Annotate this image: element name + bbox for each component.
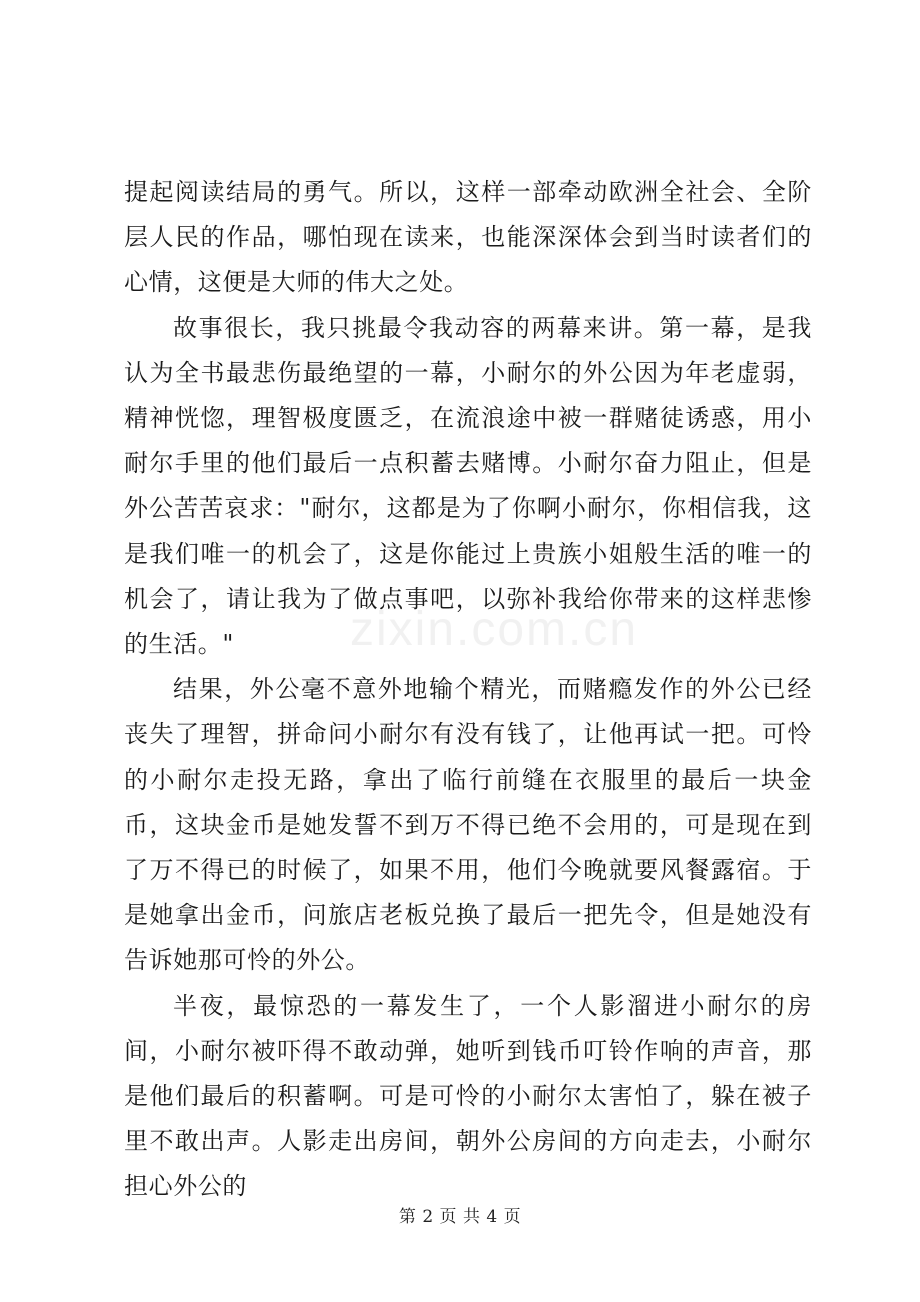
paragraph-2: 故事很长，我只挑最令我动容的两幕来讲。第一幕，是我认为全书最悲伤最绝望的一幕，小耐尔的外公因为年老虚弱，精神恍惚，理智极度匮乏，在流浪途中被一群赌徒诱惑，用小耐尔手里的他们最后一点积蓄去赌博。小耐尔奋力阻止，但是外公苦苦哀求："耐尔，这都是为了你啊小耐尔，你相信我，这是我们唯一的机会了，这是你能过上贵族小姐般生活的唯一的机会了，请让我为了做点事吧，以弥补我给你带来的这样悲惨的生活。": [124, 313, 812, 659]
paragraph-3: 结果，外公毫不意外地输个精光，而赌瘾发作的外公已经丧失了理智，拼命问小耐尔有没有钱了，让他再试一把。可怜的小耐尔走投无路，拿出了临行前缝在衣服里的最后一块金币，这块金币是她发誓不到万不得已绝不会用的，可是现在到了万不得已的时候了，如果不用，他们今晚就要风餐露宿。于是她拿出金币，问旅店老板兑换了最后一把先令，但是她没有告诉她那可怜的外公。: [124, 675, 812, 975]
paragraph-4: 半夜，最惊恐的一幕发生了，一个人影溜进小耐尔的房间，小耐尔被吓得不敢动弹，她听到钱币叮铃作响的声音，那是他们最后的积蓄啊。可是可怜的小耐尔太害怕了，躲在被子里不敢出声。人影走出房间，朝外公房间的方向走去，小耐尔担心外公的: [124, 991, 812, 1201]
watermark: zixin.com.cn: [350, 603, 639, 656]
page-footer: 第 2 页 共 4 页: [398, 1207, 522, 1227]
paragraph-1: 提起阅读结局的勇气。所以，这样一部牵动欧洲全社会、全阶层人民的作品，哪怕现在读来，也能深深体会到当时读者们的心情，这便是大师的伟大之处。: [124, 178, 812, 297]
body-text: [124, 170, 812, 1210]
